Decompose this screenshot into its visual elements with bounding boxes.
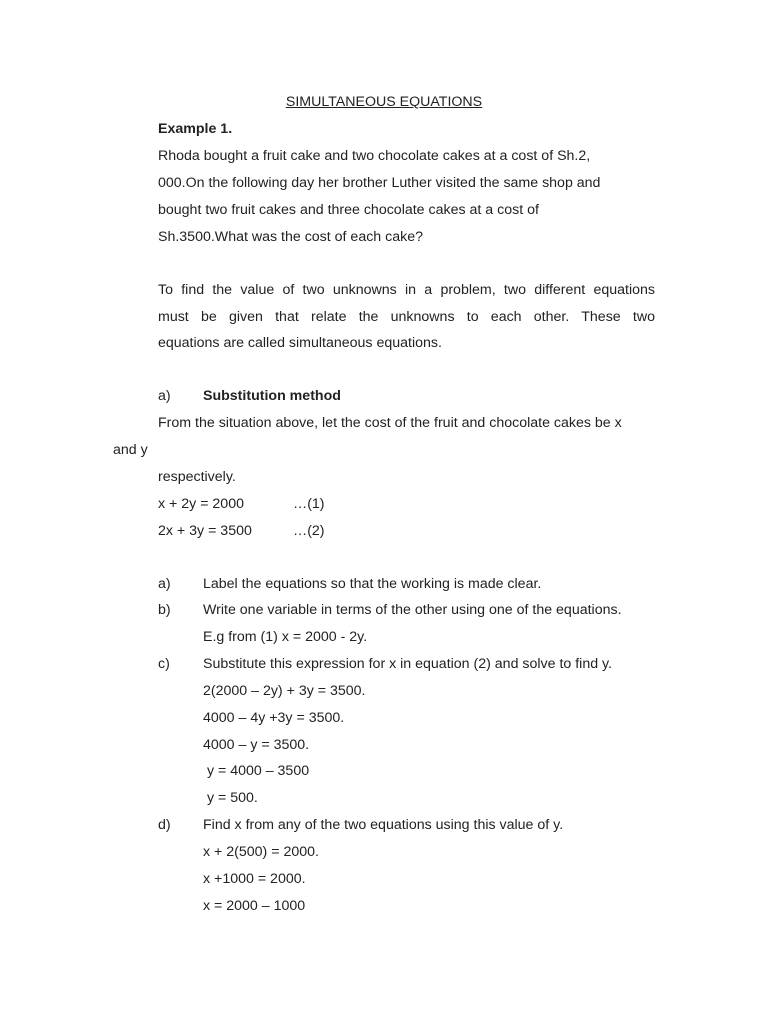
- example-heading: Example 1.: [158, 121, 233, 137]
- step-text: Write one variable in terms of the other using one of the equations.: [203, 602, 622, 618]
- equation-label: …(2): [293, 523, 325, 539]
- setup-line: and y: [113, 442, 148, 458]
- step-marker: d): [158, 817, 171, 833]
- section-marker: a): [158, 388, 171, 404]
- problem-line: bought two fruit cakes and three chocolate cakes at a cost of: [158, 202, 539, 218]
- step-text: Find x from any of the two equations using this value of y.: [203, 817, 564, 833]
- equation-expr: 2x + 3y = 3500: [158, 523, 252, 539]
- equation-label: …(1): [293, 496, 325, 512]
- step-text: 4000 – y = 3500.: [203, 737, 310, 753]
- step-text: x + 2(500) = 2000.: [203, 844, 319, 860]
- problem-line: Sh.3500.What was the cost of each cake?: [158, 229, 423, 245]
- step-text: Label the equations so that the working is made clear.: [203, 576, 542, 592]
- intro-line: To find the value of two unknowns in a problem, two different equations: [158, 282, 655, 298]
- step-marker: b): [158, 602, 171, 618]
- step-marker: a): [158, 576, 171, 592]
- section-heading: Substitution method: [203, 388, 341, 404]
- step-text: x = 2000 – 1000: [203, 898, 306, 914]
- step-text: Substitute this expression for x in equation (2) and solve to find y.: [203, 656, 613, 672]
- setup-line: respectively.: [158, 469, 236, 485]
- document-title: SIMULTANEOUS EQUATIONS: [285, 94, 483, 110]
- intro-line: equations are called simultaneous equations.: [158, 335, 442, 351]
- step-text: y = 4000 – 3500: [203, 763, 310, 779]
- step-text: y = 500.: [203, 790, 258, 806]
- problem-line: Rhoda bought a fruit cake and two chocolate cakes at a cost of Sh.2,: [158, 148, 591, 164]
- setup-line: From the situation above, let the cost of the fruit and chocolate cakes be x: [158, 415, 622, 431]
- step-marker: c): [158, 656, 170, 672]
- step-text: x +1000 = 2000.: [203, 871, 306, 887]
- equation-expr: x + 2y = 2000: [158, 496, 244, 512]
- step-text: E.g from (1) x = 2000 - 2y.: [203, 629, 368, 645]
- problem-line: 000.On the following day her brother Luther visited the same shop and: [158, 175, 601, 191]
- step-text: 2(2000 – 2y) + 3y = 3500.: [203, 683, 366, 699]
- intro-line: must be given that relate the unknowns to each other. These two: [158, 309, 655, 325]
- step-text: 4000 – 4y +3y = 3500.: [203, 710, 345, 726]
